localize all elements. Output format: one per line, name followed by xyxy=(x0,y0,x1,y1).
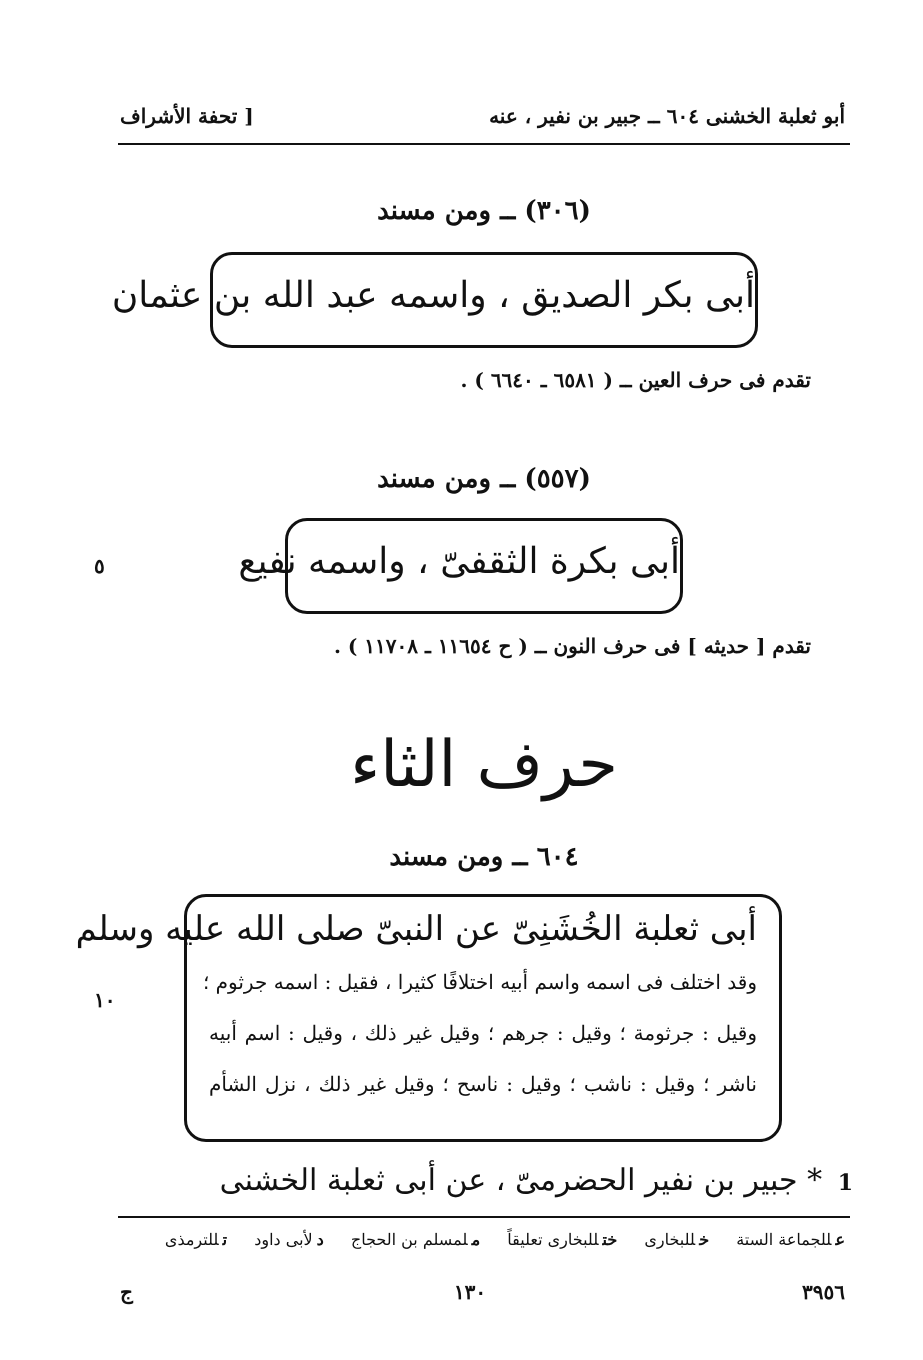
musnad-title-306: أبى بكر الصديق ، واسمه عبد الله بن عثمان xyxy=(111,275,755,316)
musnad-title-box-557 xyxy=(238,518,683,614)
musnad-title-557: أبى بكرة الثقفىّ ، واسمه نفيع xyxy=(238,541,680,582)
running-header-left: [ تحفة الأشراف xyxy=(120,104,254,128)
margin-line-number-5: ٥ xyxy=(94,554,105,578)
abbrev-item: خللبخارى xyxy=(644,1230,710,1249)
biography-line: ناشر ؛ وقيل : ناشب ؛ وقيل : ناسح ؛ وقيل غير ذلك ، نزل الشأم xyxy=(209,1072,757,1096)
abbrev-item: تللترمذى xyxy=(164,1230,228,1249)
musnad-heading-604: ٦٠٤ ــ ومن مسند xyxy=(389,842,579,872)
footnote-rule xyxy=(118,1216,850,1218)
abbreviations-legend xyxy=(143,1230,845,1249)
abbrev-item: ملمسلم بن الحجاج xyxy=(350,1230,481,1249)
cross-reference-note-306: تقدم فى حرف العين ــ ( ٦٥٨١ ـ ٦٦٤٠ ) . xyxy=(460,368,811,392)
biography-line: وقيل : جرثومة ؛ وقيل : جرهم ؛ وقيل غير ذلك ، وقيل : اسم أبيه xyxy=(209,1021,757,1045)
musnad-heading-557: (٥٥٧) ــ ومن مسند xyxy=(377,464,591,494)
musnad-title-box-306 xyxy=(111,252,758,348)
header-rule xyxy=(118,143,850,145)
hadith-number: 1 xyxy=(837,1170,853,1196)
volume-code: ٣٩٥٦ xyxy=(802,1280,845,1304)
cross-reference-note-557: تقدم [ حديثه ] فى حرف النون ــ ( ح ١١٦٥٤ ـ ١١٧٠٨ ) . xyxy=(333,634,811,658)
hadith-chain: * جبير بن نفير الحضرمىّ ، عن أبى ثعلبة الخشنى xyxy=(219,1163,823,1198)
hadith-entry xyxy=(220,1163,853,1198)
running-header-right: أبو ثعلبة الخشنى ٦٠٤ ــ جبير بن نفير ، عنه xyxy=(489,104,845,128)
signature-mark: ج xyxy=(120,1280,133,1304)
musnad-heading-306: (٣٠٦) ــ ومن مسند xyxy=(377,196,591,226)
margin-line-number-10: ١٠ xyxy=(94,988,116,1012)
letter-chapter-heading: حرف الثاء xyxy=(350,728,618,802)
biography-line: وقد اختلف فى اسمه واسم أبيه اختلافًا كثيرا ، فقيل : اسمه جرثوم ؛ xyxy=(202,970,757,994)
page-number: ١٣٠ xyxy=(453,1280,487,1304)
musnad-title-604: أبى ثعلبة الخُشَنِىّ عن النبىّ صلى الله عليه وسلم xyxy=(75,909,757,949)
abbrev-item: ختللبخارى تعليقاً xyxy=(507,1230,618,1249)
abbrev-item: دلأبى داود xyxy=(254,1230,324,1249)
abbrev-item: عللجماعة الستة xyxy=(736,1230,845,1249)
